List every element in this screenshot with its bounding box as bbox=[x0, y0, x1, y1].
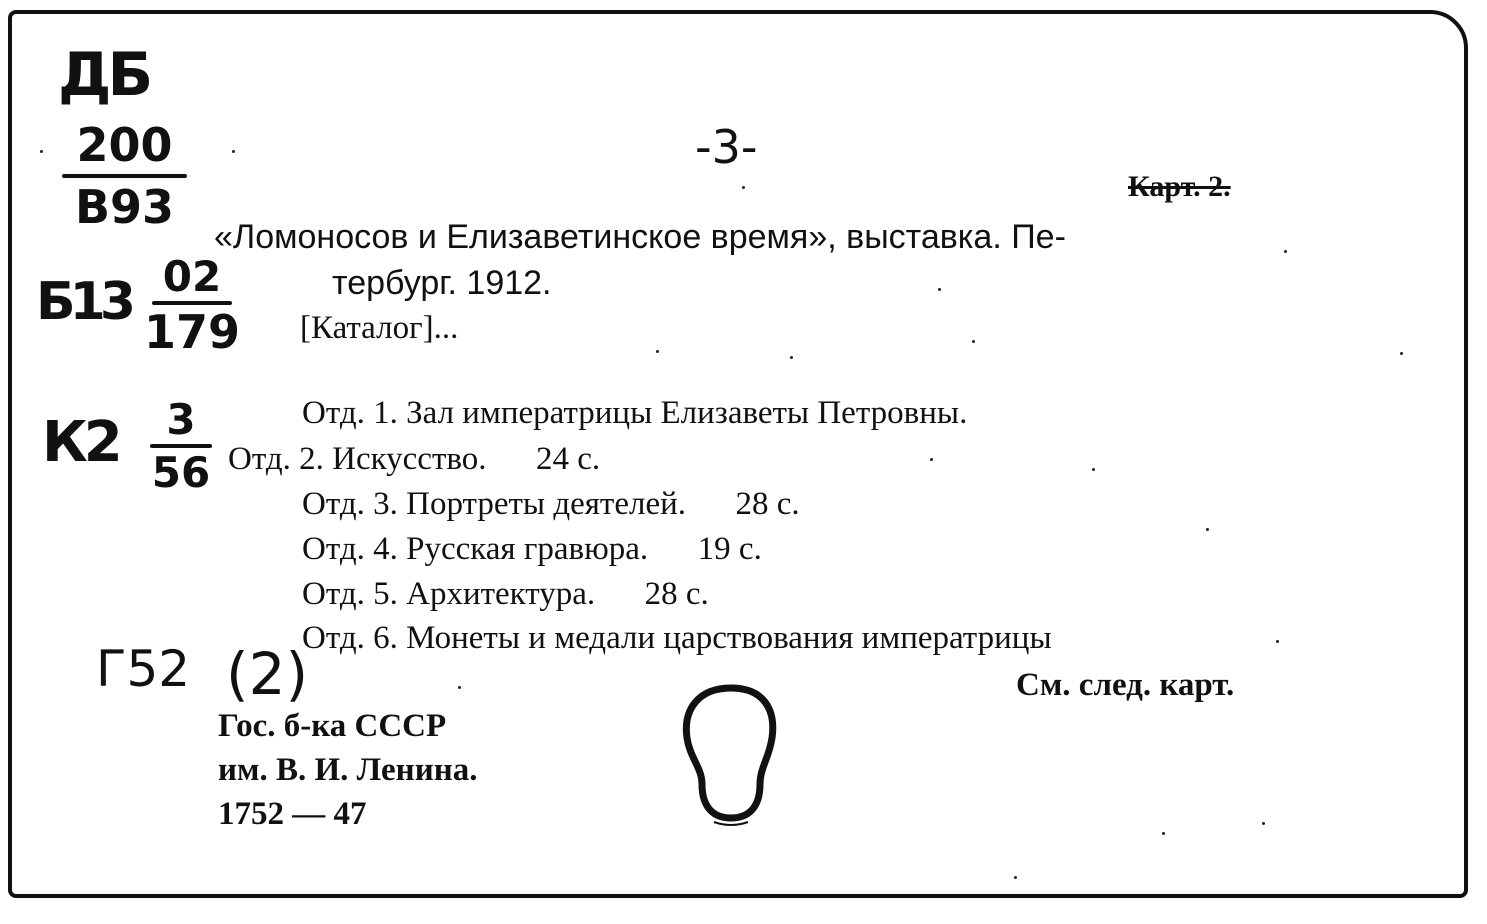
b13-numerator: 02 bbox=[162, 252, 222, 301]
section-1: Отд. 1. Зал императрицы Елизаветы Петровны. bbox=[302, 395, 968, 431]
speck bbox=[656, 350, 659, 353]
card-ref: Карт. 2. bbox=[1128, 170, 1231, 203]
section-2: Отд. 2. Искусство. 24 с. bbox=[228, 441, 601, 477]
speck bbox=[972, 340, 975, 343]
section-6: Отд. 6. Монеты и медали царствования императрицы bbox=[302, 620, 1052, 656]
library-line2: им. В. И. Ленина. bbox=[218, 752, 478, 788]
k2-numerator: 3 bbox=[166, 395, 196, 444]
db-denominator: В93 bbox=[74, 180, 175, 234]
speck bbox=[1162, 832, 1165, 835]
speck bbox=[1400, 352, 1403, 355]
speck bbox=[1206, 528, 1209, 531]
shelf-mark-k2: К2 bbox=[42, 410, 119, 475]
speck bbox=[1092, 468, 1095, 471]
shelf-mark-b13: Б13 bbox=[36, 272, 130, 332]
speck bbox=[938, 288, 941, 291]
continuation-note: См. след. карт. bbox=[1016, 667, 1235, 703]
section-3: Отд. 3. Портреты деятелей. 28 с. bbox=[302, 486, 800, 522]
speck bbox=[790, 356, 793, 359]
library-line3: 1752 — 47 bbox=[218, 796, 367, 832]
speck bbox=[458, 686, 461, 689]
speck bbox=[1276, 640, 1279, 643]
speck bbox=[40, 150, 43, 153]
fraction-bar bbox=[62, 174, 187, 178]
entry-title-line2: тербург. 1912. bbox=[332, 264, 552, 302]
shelf-mark-db: ДБ bbox=[58, 40, 150, 110]
b13-denominator: 179 bbox=[144, 305, 241, 359]
shelf-mark-k2-fraction bbox=[150, 395, 212, 497]
db-numerator: 200 bbox=[76, 118, 173, 172]
punch-hole bbox=[676, 680, 786, 830]
shelf-mark-b13-fraction bbox=[144, 252, 240, 359]
speck bbox=[930, 458, 933, 461]
library-line1: Гос. б-ка СССР bbox=[218, 708, 447, 744]
speck bbox=[1014, 876, 1017, 879]
speck bbox=[232, 150, 235, 153]
shelf-mark-g52: Г52 bbox=[96, 640, 191, 698]
shelf-mark-g52-paren: (2) bbox=[226, 640, 309, 708]
page-number: -3- bbox=[695, 120, 758, 174]
section-4: Отд. 4. Русская гравюра. 19 с. bbox=[302, 531, 762, 567]
k2-denominator: 56 bbox=[151, 448, 211, 497]
shelf-mark-db-fraction bbox=[62, 118, 187, 234]
entry-catalog: [Каталог]... bbox=[300, 310, 459, 346]
section-5: Отд. 5. Архитектура. 28 с. bbox=[302, 576, 709, 612]
speck bbox=[742, 186, 745, 189]
speck bbox=[1262, 822, 1265, 825]
speck bbox=[1284, 250, 1287, 253]
entry-title-line1: «Ломоносов и Елизаветинское время», выставка. Пе- bbox=[214, 218, 1066, 256]
